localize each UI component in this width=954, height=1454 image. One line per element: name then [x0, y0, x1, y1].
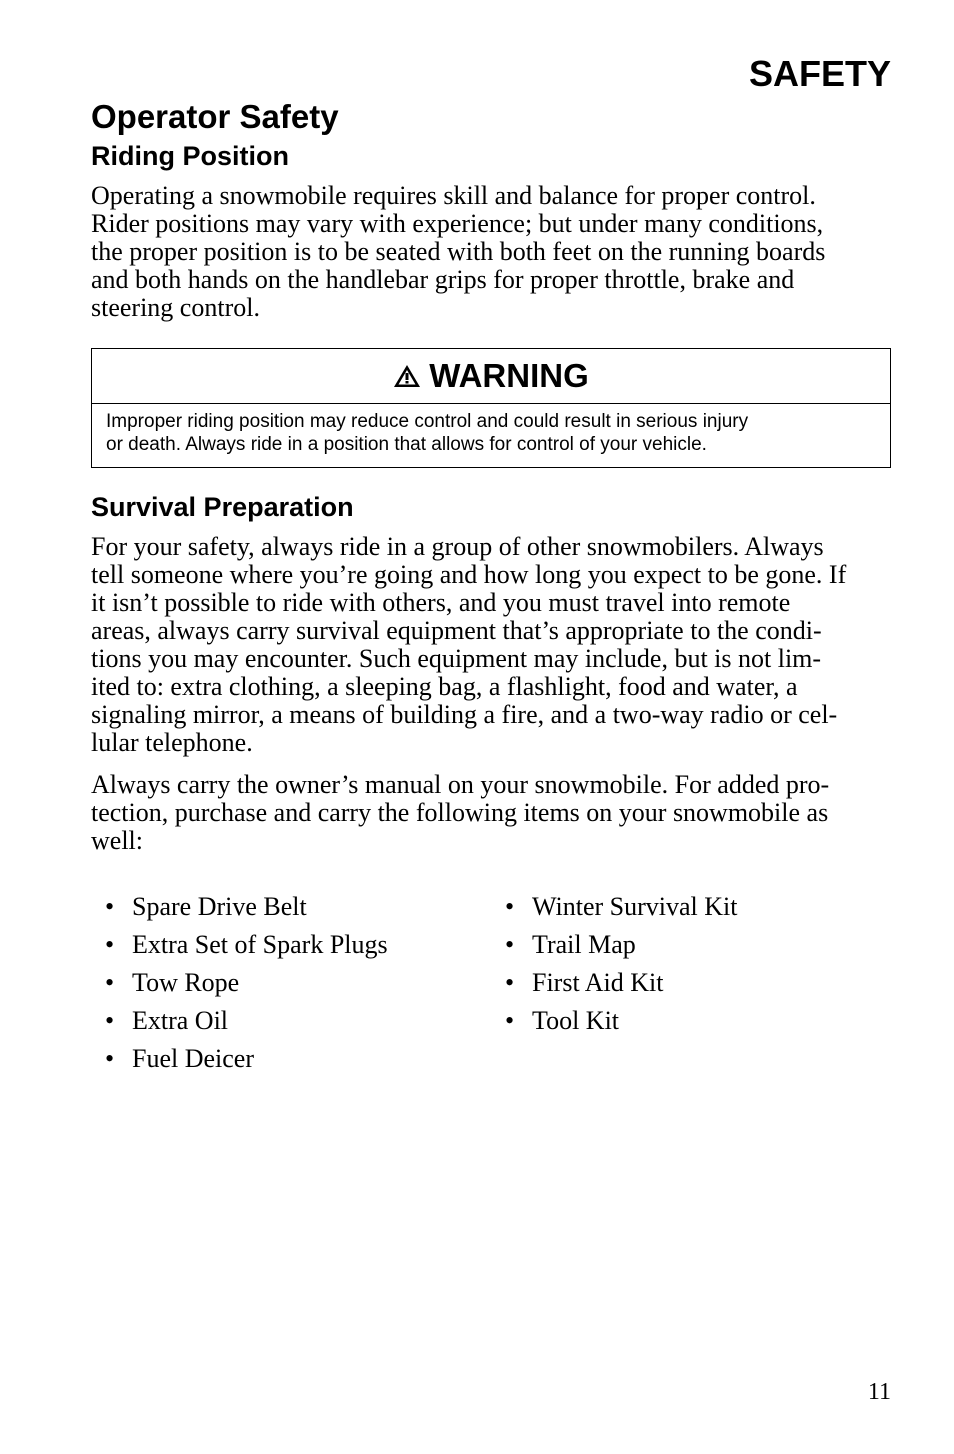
list-item [91, 1040, 388, 1078]
text-line: and both hands on the handlebar grips for proper throttle, brake and [91, 265, 795, 294]
list-item [91, 926, 388, 964]
text-line: areas, always carry survival equipment that’s appropriate to the condi- [91, 616, 822, 645]
page-title: Operator Safety [91, 98, 339, 135]
text-line: lular telephone. [91, 728, 253, 757]
bullet: • [505, 930, 515, 959]
text-line: the proper position is to be seated with both feet on the running boards [91, 237, 826, 266]
bullet: • [505, 1006, 515, 1035]
warning-box [91, 348, 891, 468]
list-item-label: Spare Drive Belt [132, 892, 307, 921]
list-item-label: Tow Rope [132, 968, 240, 997]
list-item-label: Extra Oil [132, 1006, 229, 1035]
text-line: Improper riding position may reduce control and could result in serious injury [106, 411, 749, 432]
heading-survival-preparation: Survival Preparation [91, 492, 354, 522]
list-item [91, 1002, 388, 1040]
survival-paragraph-1 [91, 533, 891, 757]
list-item-label: Extra Set of Spark Plugs [132, 930, 388, 959]
bullet: • [105, 892, 115, 921]
list-item-label: Fuel Deicer [132, 1044, 255, 1073]
list-item-label: Winter Survival Kit [532, 892, 738, 921]
warning-header [92, 349, 890, 404]
text-line: tell someone where you’re going and how long you expect to be gone. If [91, 560, 847, 589]
text-line: it isn’t possible to ride with others, and you must travel into remote [91, 588, 791, 617]
list-item [91, 964, 388, 1002]
items-list-left [91, 888, 388, 1078]
riding-position-text [91, 182, 891, 322]
bullet: • [505, 968, 515, 997]
warning-title: WARNING [429, 357, 589, 394]
bullet: • [105, 930, 115, 959]
list-item-label: First Aid Kit [532, 968, 664, 997]
text-line: Operating a snowmobile requires skill and balance for proper control. [91, 181, 816, 210]
survival-paragraph-2 [91, 771, 891, 855]
heading-riding-position: Riding Position [91, 141, 289, 171]
manual-page [91, 0, 891, 1454]
list-item [491, 926, 737, 964]
text-line: tection, purchase and carry the following items on your snowmobile as [91, 798, 829, 827]
list-item [491, 964, 737, 1002]
bullet: • [105, 968, 115, 997]
page-number: 11 [867, 1379, 891, 1405]
bullet: • [105, 1006, 115, 1035]
list-item [491, 1002, 737, 1040]
list-item-label: Trail Map [532, 930, 636, 959]
bullet: • [105, 1044, 115, 1073]
text-line: Always carry the owner’s manual on your snowmobile. For added pro- [91, 770, 830, 799]
bullet: • [505, 892, 515, 921]
list-item-label: Tool Kit [532, 1006, 620, 1035]
text-line: well: [91, 826, 143, 855]
warning-text [92, 404, 890, 456]
text-line: or death. Always ride in a position that allows for control of your vehicle. [106, 434, 707, 455]
list-item [91, 888, 388, 926]
text-line: Rider positions may vary with experience; but under many conditions, [91, 209, 824, 238]
items-list-right [491, 888, 737, 1040]
text-line: ited to: extra clothing, a sleeping bag, a flashlight, food and water, a [91, 672, 798, 701]
text-line: tions you may encounter. Such equipment may include, but is not lim- [91, 644, 822, 673]
text-line: signaling mirror, a means of building a fire, and a two-way radio or cel- [91, 700, 838, 729]
section-title: SAFETY [748, 53, 891, 94]
text-line: For your safety, always ride in a group of other snowmobilers. Always [91, 532, 824, 561]
text-line: steering control. [91, 293, 260, 322]
list-item [491, 888, 737, 926]
warning-triangle-icon [393, 363, 421, 389]
